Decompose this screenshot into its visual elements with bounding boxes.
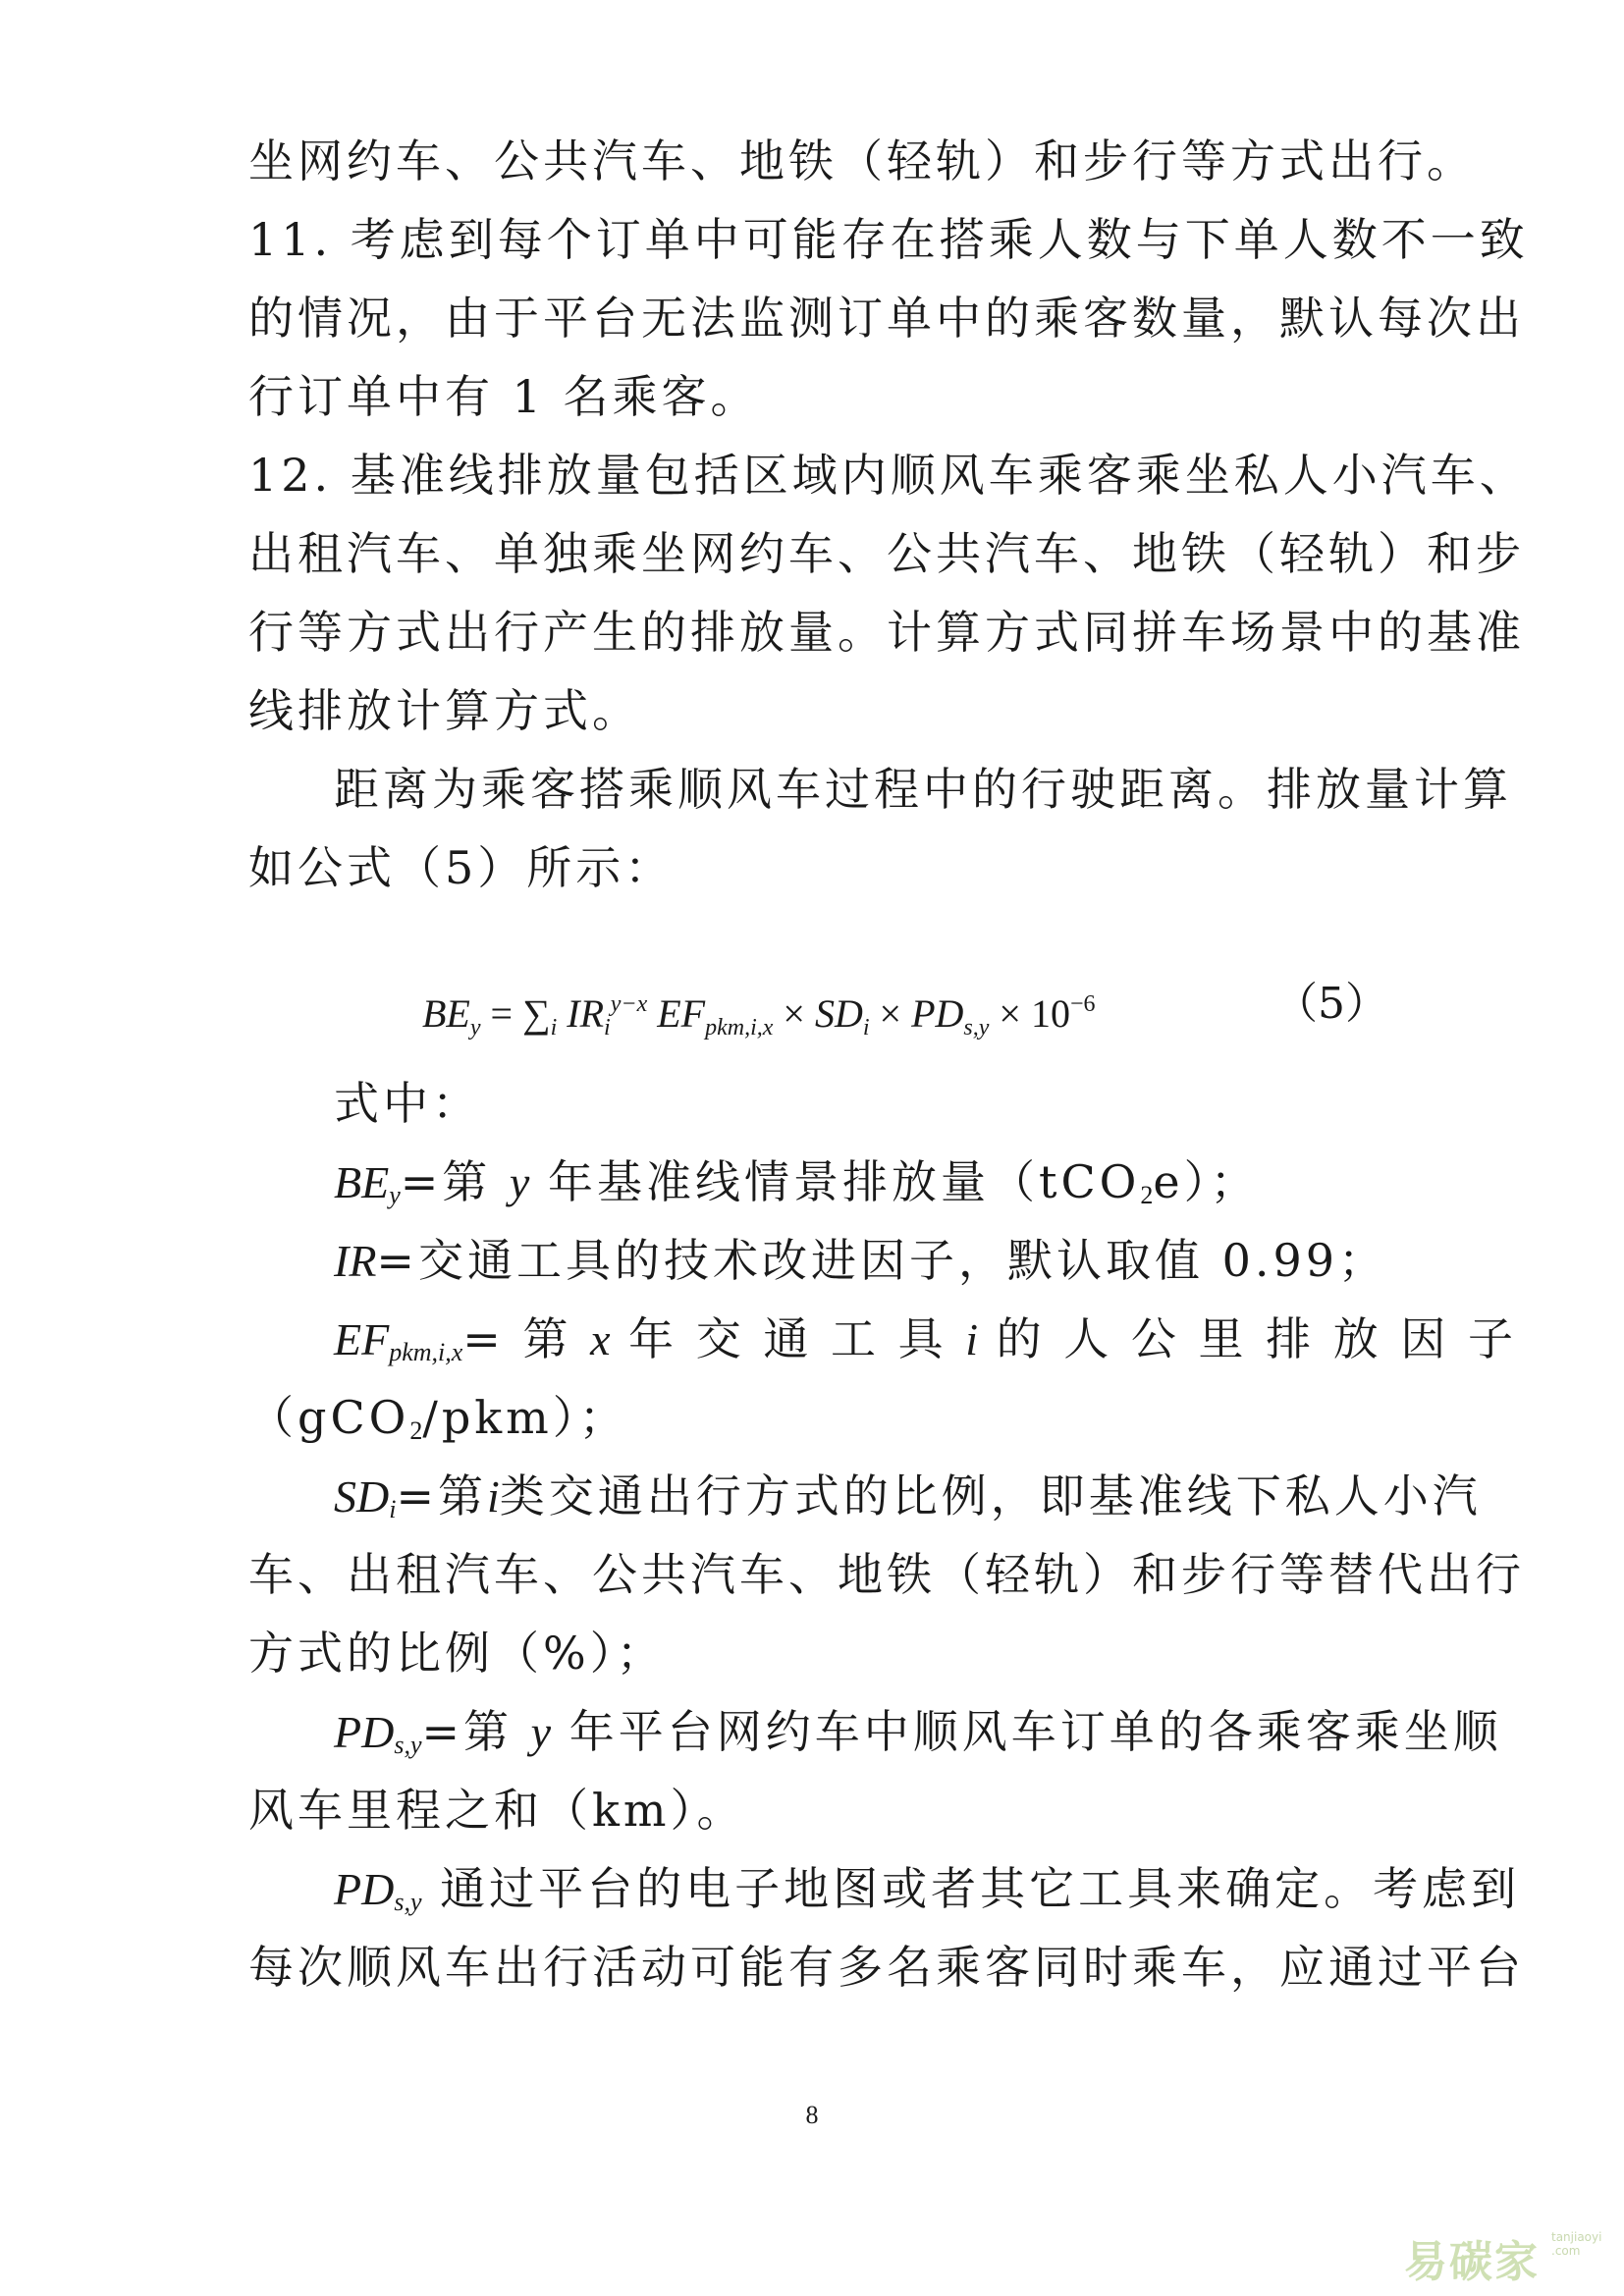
definition-text: =第 — [400, 1155, 510, 1208]
definition-text: =第 — [396, 1469, 488, 1522]
page-number: 8 — [805, 2101, 819, 2129]
subscript-2: 2 — [1140, 1181, 1154, 1209]
symbol-ir: IR — [334, 1236, 377, 1286]
symbol-pd: PD — [334, 1707, 395, 1757]
definition-ef — [334, 1300, 1518, 1378]
paragraph-line: 车、出租汽车、公共汽车、地铁（轻轨）和步行等替代出行 — [248, 1548, 1525, 1601]
definition-text: e）； — [1153, 1155, 1260, 1208]
definition-text: =第 — [421, 1705, 531, 1758]
formula-ef-sub: pkm,i,x — [705, 1015, 774, 1041]
symbol-be: BE — [334, 1157, 390, 1207]
definition-text: =交通工具的技术改进因子，默认取值 0.99； — [376, 1234, 1388, 1287]
paragraph-line: 行等方式出行产生的排放量。计算方式同拼车场景中的基准 — [248, 606, 1525, 659]
symbol-be-sub: y — [389, 1181, 401, 1209]
definition-text: 年基准线情景排放量（tCO — [529, 1155, 1141, 1208]
formula-sd-sub: i — [862, 1015, 870, 1041]
watermark-text: 易碳家 — [1404, 2237, 1540, 2287]
formula-be: BE — [422, 991, 470, 1036]
definition-sd — [334, 1457, 1482, 1535]
paragraph-line: 如公式（5）所示： — [248, 841, 675, 894]
definition-text: 年平台网约车中顺风车订单的各乘客乘坐顺 — [551, 1705, 1502, 1758]
paragraph-pd-method — [334, 1849, 1521, 1928]
paragraph-line: 的情况，由于平台无法监测订单中的乘客数量，默认每次出 — [248, 292, 1525, 345]
definition-text: 通过平台的电子地图或者其它工具来确定。考虑到 — [421, 1862, 1521, 1915]
symbol-ef-sub: pkm,i,x — [389, 1338, 463, 1366]
subscript-2: 2 — [409, 1416, 423, 1445]
paragraph-line: 风车里程之和（km）。 — [248, 1784, 746, 1837]
symbol-i: i — [965, 1314, 979, 1364]
list-item-12: 12. 基准线排放量包括区域内顺风车乘客乘坐私人小汽车、 — [248, 449, 1529, 502]
symbol-y: y — [530, 1707, 552, 1757]
symbol-ef: EF — [334, 1314, 390, 1364]
formula-eq-sum: = ∑ — [480, 991, 551, 1036]
definition-text: /pkm）； — [422, 1391, 628, 1444]
formula-sum-sub: i — [550, 1015, 558, 1041]
paragraph-line: 每次顺风车出行活动可能有多名乘客同时乘车，应通过平台 — [248, 1941, 1525, 1994]
paragraph-line: 距离为乘客搭乘顺风车过程中的行驶距离。排放量计算 — [334, 763, 1512, 816]
watermark-domain — [1551, 2230, 1601, 2258]
definition-text: 类交通出行方式的比例，即基准线下私人小汽 — [499, 1469, 1482, 1522]
formula-pd: PD — [911, 991, 964, 1036]
paragraph-line: 行订单中有 1 名乘客。 — [248, 370, 760, 423]
formula-be-sub: y — [469, 1015, 481, 1041]
formula-ir-sub: i — [604, 1015, 611, 1041]
definition-text: （gCO — [248, 1391, 410, 1444]
definition-be — [334, 1143, 1378, 1221]
equation-5 — [422, 970, 1096, 1039]
symbol-pd-sub: s,y — [394, 1731, 422, 1759]
symbol-x: x — [590, 1314, 611, 1364]
formula-ef: EF — [647, 991, 706, 1036]
formula-times: × — [869, 991, 912, 1036]
formula-sd: SD — [814, 991, 863, 1036]
definition-pd — [334, 1692, 1502, 1771]
list-item-11: 11. 考虑到每个订单中可能存在搭乘人数与下单人数不一致 — [248, 213, 1529, 266]
paragraph-line: 方式的比例（%）； — [248, 1627, 666, 1680]
formula-times: × — [773, 991, 815, 1036]
watermark-logo — [1404, 2226, 1610, 2285]
definition-text: 的 人 公 里 排 放 因 子 — [978, 1312, 1518, 1365]
definition-ir — [334, 1221, 1388, 1300]
formula-ir: IR — [557, 991, 605, 1036]
symbol-i: i — [487, 1471, 500, 1522]
definitions-intro: 式中： — [334, 1077, 481, 1130]
formula-ir-sup: y−x — [610, 991, 648, 1017]
symbol-sd: SD — [334, 1471, 390, 1522]
definition-ef-unit — [248, 1378, 1378, 1457]
symbol-pd: PD — [334, 1864, 395, 1914]
paragraph-line: 出租汽车、单独乘坐网约车、公共汽车、地铁（轻轨）和步 — [248, 527, 1525, 580]
paragraph-line: 线排放计算方式。 — [248, 684, 641, 737]
symbol-sd-sub: i — [389, 1495, 397, 1523]
formula-exponent: −6 — [1069, 991, 1096, 1017]
formula-times-ten: × 10 — [989, 991, 1070, 1036]
symbol-pd-sub: s,y — [394, 1888, 422, 1916]
symbol-y: y — [509, 1157, 530, 1207]
definition-text: 年 交 通 工 具 — [610, 1312, 966, 1365]
watermark-domain-tld: .com — [1551, 2244, 1581, 2258]
watermark-domain-name: tanjiaoyi — [1551, 2230, 1602, 2244]
definition-text: = 第 — [462, 1312, 591, 1365]
paragraph-line: 坐网约车、公共汽车、地铁（轻轨）和步行等方式出行。 — [248, 134, 1476, 187]
equation-number: （5） — [1274, 979, 1388, 1029]
formula-pd-sub: s,y — [963, 1015, 990, 1041]
